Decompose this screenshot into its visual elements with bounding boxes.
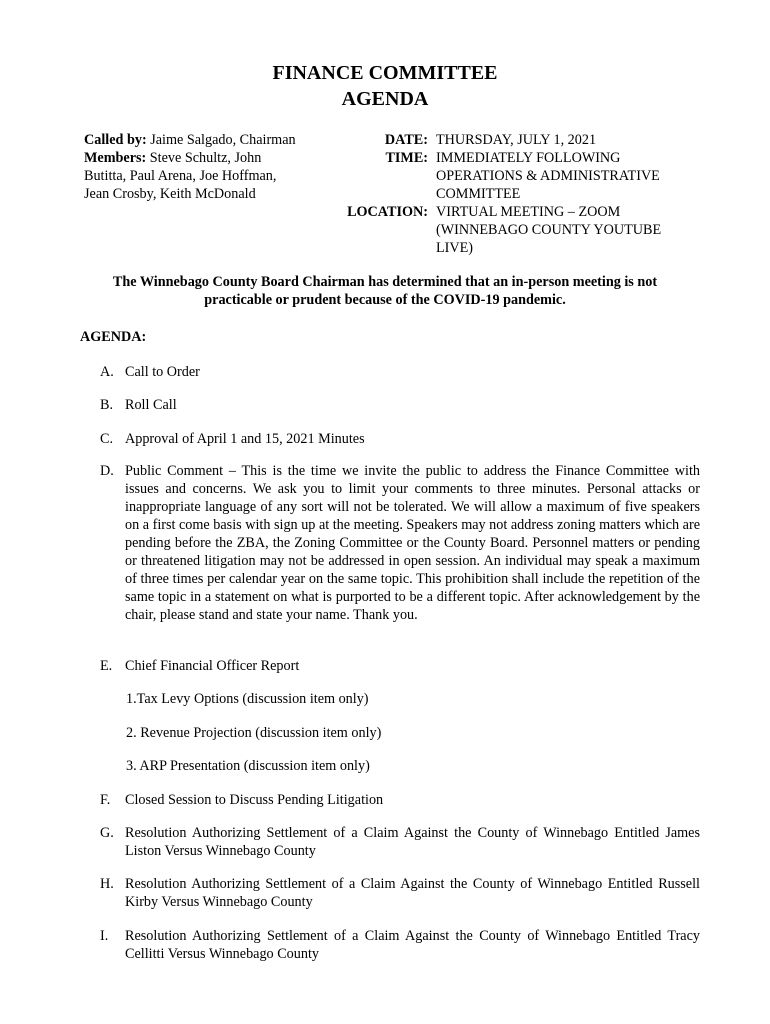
agenda-item-d xyxy=(100,462,700,624)
item-text: Call to Order xyxy=(125,364,200,380)
item-text: Resolution Authorizing Settlement of a Claim Against the County of Winnebago Entitled James Liston Versus Winnebago County xyxy=(125,825,700,859)
location-value-line: LIVE) xyxy=(436,240,474,256)
item-letter: E. xyxy=(100,658,113,674)
agenda-item-f xyxy=(100,791,700,809)
covid-notice xyxy=(90,273,680,309)
agenda-item-c xyxy=(100,430,700,448)
cfo-subitem-2: 2. Revenue Projection (discussion item only) xyxy=(126,725,382,741)
item-letter: C. xyxy=(100,431,114,447)
members-label: Members: xyxy=(84,150,147,166)
agenda-item-b xyxy=(100,396,700,414)
item-text: Resolution Authorizing Settlement of a Claim Against the County of Winnebago Entitled Russell Kirby Versus Winnebago County xyxy=(125,876,700,910)
item-text: Approval of April 1 and 15, 2021 Minutes xyxy=(125,431,365,447)
item-text: Closed Session to Discuss Pending Litigation xyxy=(125,792,384,808)
agenda-item-i xyxy=(100,927,700,963)
agenda-item-a xyxy=(100,363,700,381)
agenda-item-h xyxy=(100,875,700,911)
item-text: Roll Call xyxy=(125,397,177,413)
agenda-item-g xyxy=(100,824,700,860)
item-letter: F. xyxy=(100,792,111,808)
title-line-2: AGENDA xyxy=(341,88,429,110)
members-value: Butitta, Paul Arena, Joe Hoffman, xyxy=(84,168,277,184)
item-letter: I. xyxy=(100,928,109,944)
time-value-line: OPERATIONS & ADMINISTRATIVE xyxy=(436,168,660,184)
item-text: Resolution Authorizing Settlement of a Claim Against the County of Winnebago Entitled Tracy Cellitti Versus Winnebago County xyxy=(125,928,700,962)
notice-line-2: practicable or prudent because of the COVID-19 pandemic. xyxy=(204,292,566,308)
item-letter: D. xyxy=(100,463,114,479)
document-title xyxy=(0,60,770,112)
agenda-heading: AGENDA: xyxy=(80,329,147,345)
meeting-details xyxy=(330,131,700,257)
time-label: TIME: xyxy=(385,150,428,166)
date-label: DATE: xyxy=(384,132,428,148)
location-value-line: (WINNEBAGO COUNTY YOUTUBE xyxy=(436,222,662,238)
item-letter: H. xyxy=(100,876,114,892)
title-line-1: FINANCE COMMITTEE xyxy=(272,62,498,84)
time-value-line: IMMEDIATELY FOLLOWING xyxy=(436,150,621,166)
location-value-line: VIRTUAL MEETING – ZOOM xyxy=(436,204,621,220)
time-value xyxy=(436,149,686,203)
committee-info xyxy=(84,131,334,203)
item-text: Chief Financial Officer Report xyxy=(125,658,300,674)
cfo-subitem-3: 3. ARP Presentation (discussion item only) xyxy=(126,758,370,774)
members-value: Steve Schultz, John xyxy=(149,150,262,166)
location-value xyxy=(436,203,686,257)
item-letter: A. xyxy=(100,364,114,380)
date-value: THURSDAY, JULY 1, 2021 xyxy=(436,132,597,148)
agenda-item-e xyxy=(100,657,700,675)
called-by-label: Called by: xyxy=(84,132,147,148)
members-value: Jean Crosby, Keith McDonald xyxy=(84,186,256,202)
item-text: Public Comment – This is the time we invite the public to address the Finance Committee with issues and concerns. We ask you to limit your comments to three minutes. Personal attacks or inappropriate language of any sort will not be tolerated. We will allow a maximum of five speakers on a first come basis with sign up at the meeting. Speakers may not address zoning matters which are pending before the ZBA, the Zoning Committee or the County Board. Personnel matters or pending or threatened litigation may not be addressed in open session. An individual may speak a maximum of three times per calendar year on the same topic. This prohibition shall include the repetition of the same topic in a statement on what is purported to be a different topic. After acknowledgement by the chair, please stand and state your name. Thank you. xyxy=(125,463,700,623)
cfo-subitem-1: 1.Tax Levy Options (discussion item only) xyxy=(126,691,369,707)
called-by-value: Jaime Salgado, Chairman xyxy=(150,132,296,148)
item-letter: G. xyxy=(100,825,114,841)
item-letter: B. xyxy=(100,397,114,413)
time-value-line: COMMITTEE xyxy=(436,186,521,202)
notice-line-1: The Winnebago County Board Chairman has determined that an in-person meeting is not xyxy=(112,274,658,290)
location-label: LOCATION: xyxy=(347,204,428,220)
